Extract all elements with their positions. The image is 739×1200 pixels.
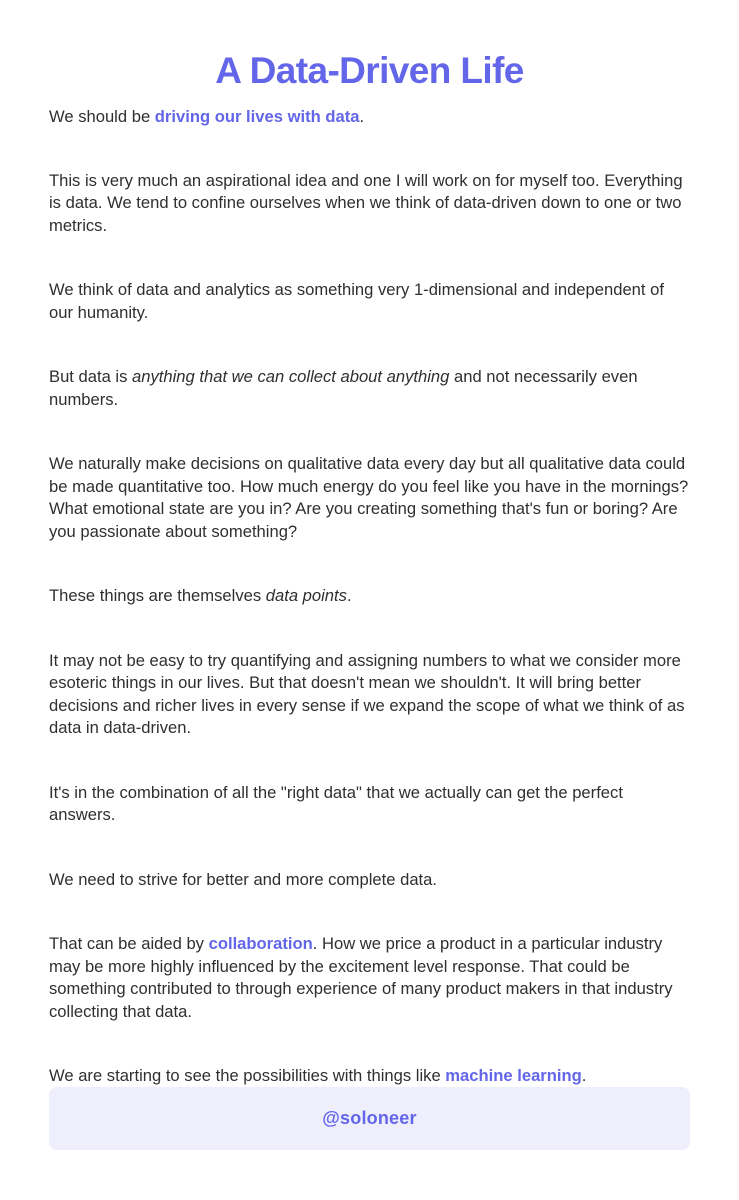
paragraph-machine-learning <box>49 1065 690 1088</box>
p3-before: But data is <box>49 367 133 386</box>
p10-after: . <box>581 1066 587 1085</box>
paragraph-data-points <box>49 585 690 608</box>
intro-paragraph <box>49 106 690 129</box>
paragraph-one-dimensional: We think of data and analytics as something very 1-dimensional and independent of our humanity. <box>49 280 664 322</box>
p3-after: and not necessarily even numbers. <box>49 367 638 409</box>
p10-before: We are starting to see the possibilities with things like <box>49 1066 446 1085</box>
paragraph-collaboration <box>49 933 690 1023</box>
paragraph-qualitative: We naturally make decisions on qualitative data every day but all qualitative data could be made quantitative too. How much energy do you feel like you have in the mornings? What emotional state are you in? Are you creating something that's fun or boring? Are you passionate about something? <box>49 454 689 541</box>
p5-before: These things are themselves <box>49 586 266 605</box>
paragraph-esoteric: It may not be easy to try quantifying and assigning numbers to what we consider more esoteric things in our lives. But that doesn't mean we shouldn't. It will bring better decisions and richer lives in every sense if we expand the scope of what we think of as data in data-driven. <box>49 650 685 737</box>
author-handle[interactable]: @soloneer <box>322 1108 417 1128</box>
paragraph-right-data: It's in the combination of all the "right data" that we actually can get the perfect answers. <box>49 782 623 824</box>
p5-emphasis: data points <box>265 586 347 605</box>
author-handle-box[interactable] <box>49 1087 690 1150</box>
machine-learning-link[interactable]: machine learning <box>445 1066 582 1085</box>
p9-after: . How we price a product in a particular industry may be more highly influenced by the excitement level response. That could be something contributed to through experience of many product makers in that industry collecting that data. <box>49 934 673 1021</box>
paragraph-strive: We need to strive for better and more complete data. <box>49 869 438 889</box>
page-title: A Data-Driven Life <box>215 50 524 91</box>
p5-after: . <box>346 586 352 605</box>
p3-emphasis: anything that we can collect about anything <box>132 367 450 386</box>
paragraph-data-is-anything <box>49 366 690 411</box>
collaboration-link[interactable]: collaboration <box>208 934 313 953</box>
p9-before: That can be aided by <box>49 934 209 953</box>
intro-text: We should be <box>49 107 155 126</box>
driving-lives-link[interactable]: driving our lives with data <box>154 107 360 126</box>
intro-period: . <box>359 107 365 126</box>
paragraph-aspirational: This is very much an aspirational idea and one I will work on for myself too. Everything is data. We tend to confine ourselves when we think of data-driven down to one or two metrics. <box>49 170 683 235</box>
